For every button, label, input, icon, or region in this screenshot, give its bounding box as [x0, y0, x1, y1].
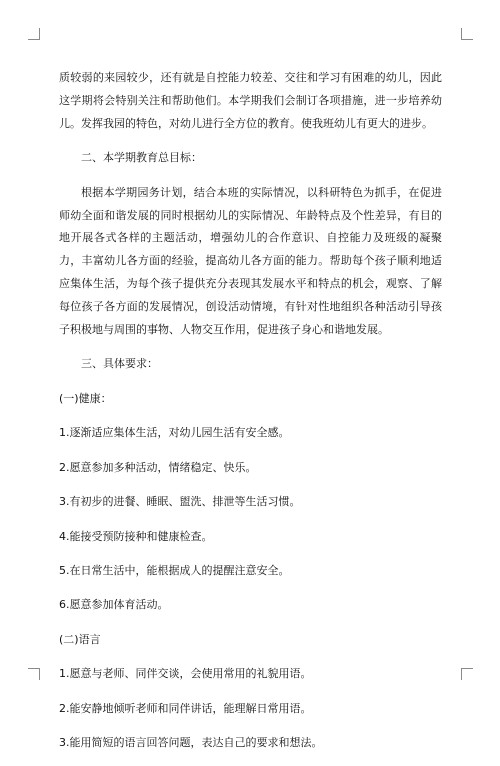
section-2-body: 根据本学期园务计划，结合本班的实际情况，以科研特色为抓手，在促进师幼全面和谐发展的同时根据幼儿的实际情况、年龄特点及个性差异，有目的地开展各式各样的主题活动，增强幼儿的合作意识、自控能力及班级的凝聚力，丰富幼儿各方面的经验，提高幼儿各方面的能力。帮助每个孩子顺利地适应集体生活，为每个孩子提供充分表现其发展水平和特点的机会，观察、了解每位孩子各方面的发展情况，创设活动情境，有针对性地组织各种活动引导孩子积极地与周围的事物、人物交互作用，促进孩子身心和谐地发展。 [59, 185, 442, 337]
language-item-1: 1.愿意与老师、同伴交谈，会使用常用的礼貌用语。 [59, 667, 312, 681]
crop-mark-top-left [28, 28, 40, 40]
health-heading: (一)健康： [59, 391, 112, 405]
crop-mark-top-right [461, 28, 473, 40]
section-2-heading: 二、本学期教育总目标： [81, 151, 202, 165]
health-item-1: 1.逐渐适应集体生活，对幼儿园生活有安全感。 [59, 426, 290, 440]
language-item-3: 3.能用简短的语言回答问题，表达自己的要求和想法。 [59, 735, 323, 749]
language-item-2: 2.能安静地倾听老师和同伴讲话，能理解日常用语。 [59, 701, 312, 715]
section-3-heading: 三、具体要求： [81, 357, 158, 371]
language-heading: (二)语言 [59, 632, 101, 646]
health-item-4: 4.能接受预防接种和健康检查。 [59, 529, 213, 543]
intro-paragraph: 质较弱的来园较少，还有就是自控能力较差、交往和学习有困难的幼儿，因此这学期将会特别关注和帮助他们。本学期我们会制订各项措施，进一步培养幼儿。发挥我园的特色，对幼儿进行全方位的教育。使我班幼儿有更大的进步。 [59, 71, 442, 130]
health-item-6: 6.愿意参加体育活动。 [59, 598, 169, 612]
document-body [59, 67, 442, 766]
health-item-3: 3.有初步的进餐、睡眠、盥洗、排泄等生活习惯。 [59, 495, 301, 509]
health-item-2: 2.愿意参加多种活动，情绪稳定、快乐。 [59, 460, 257, 474]
crop-mark-bottom-right [461, 668, 473, 680]
health-item-5: 5.在日常生活中，能根据成人的提醒注意安全。 [59, 563, 290, 577]
crop-mark-bottom-left [28, 668, 40, 680]
